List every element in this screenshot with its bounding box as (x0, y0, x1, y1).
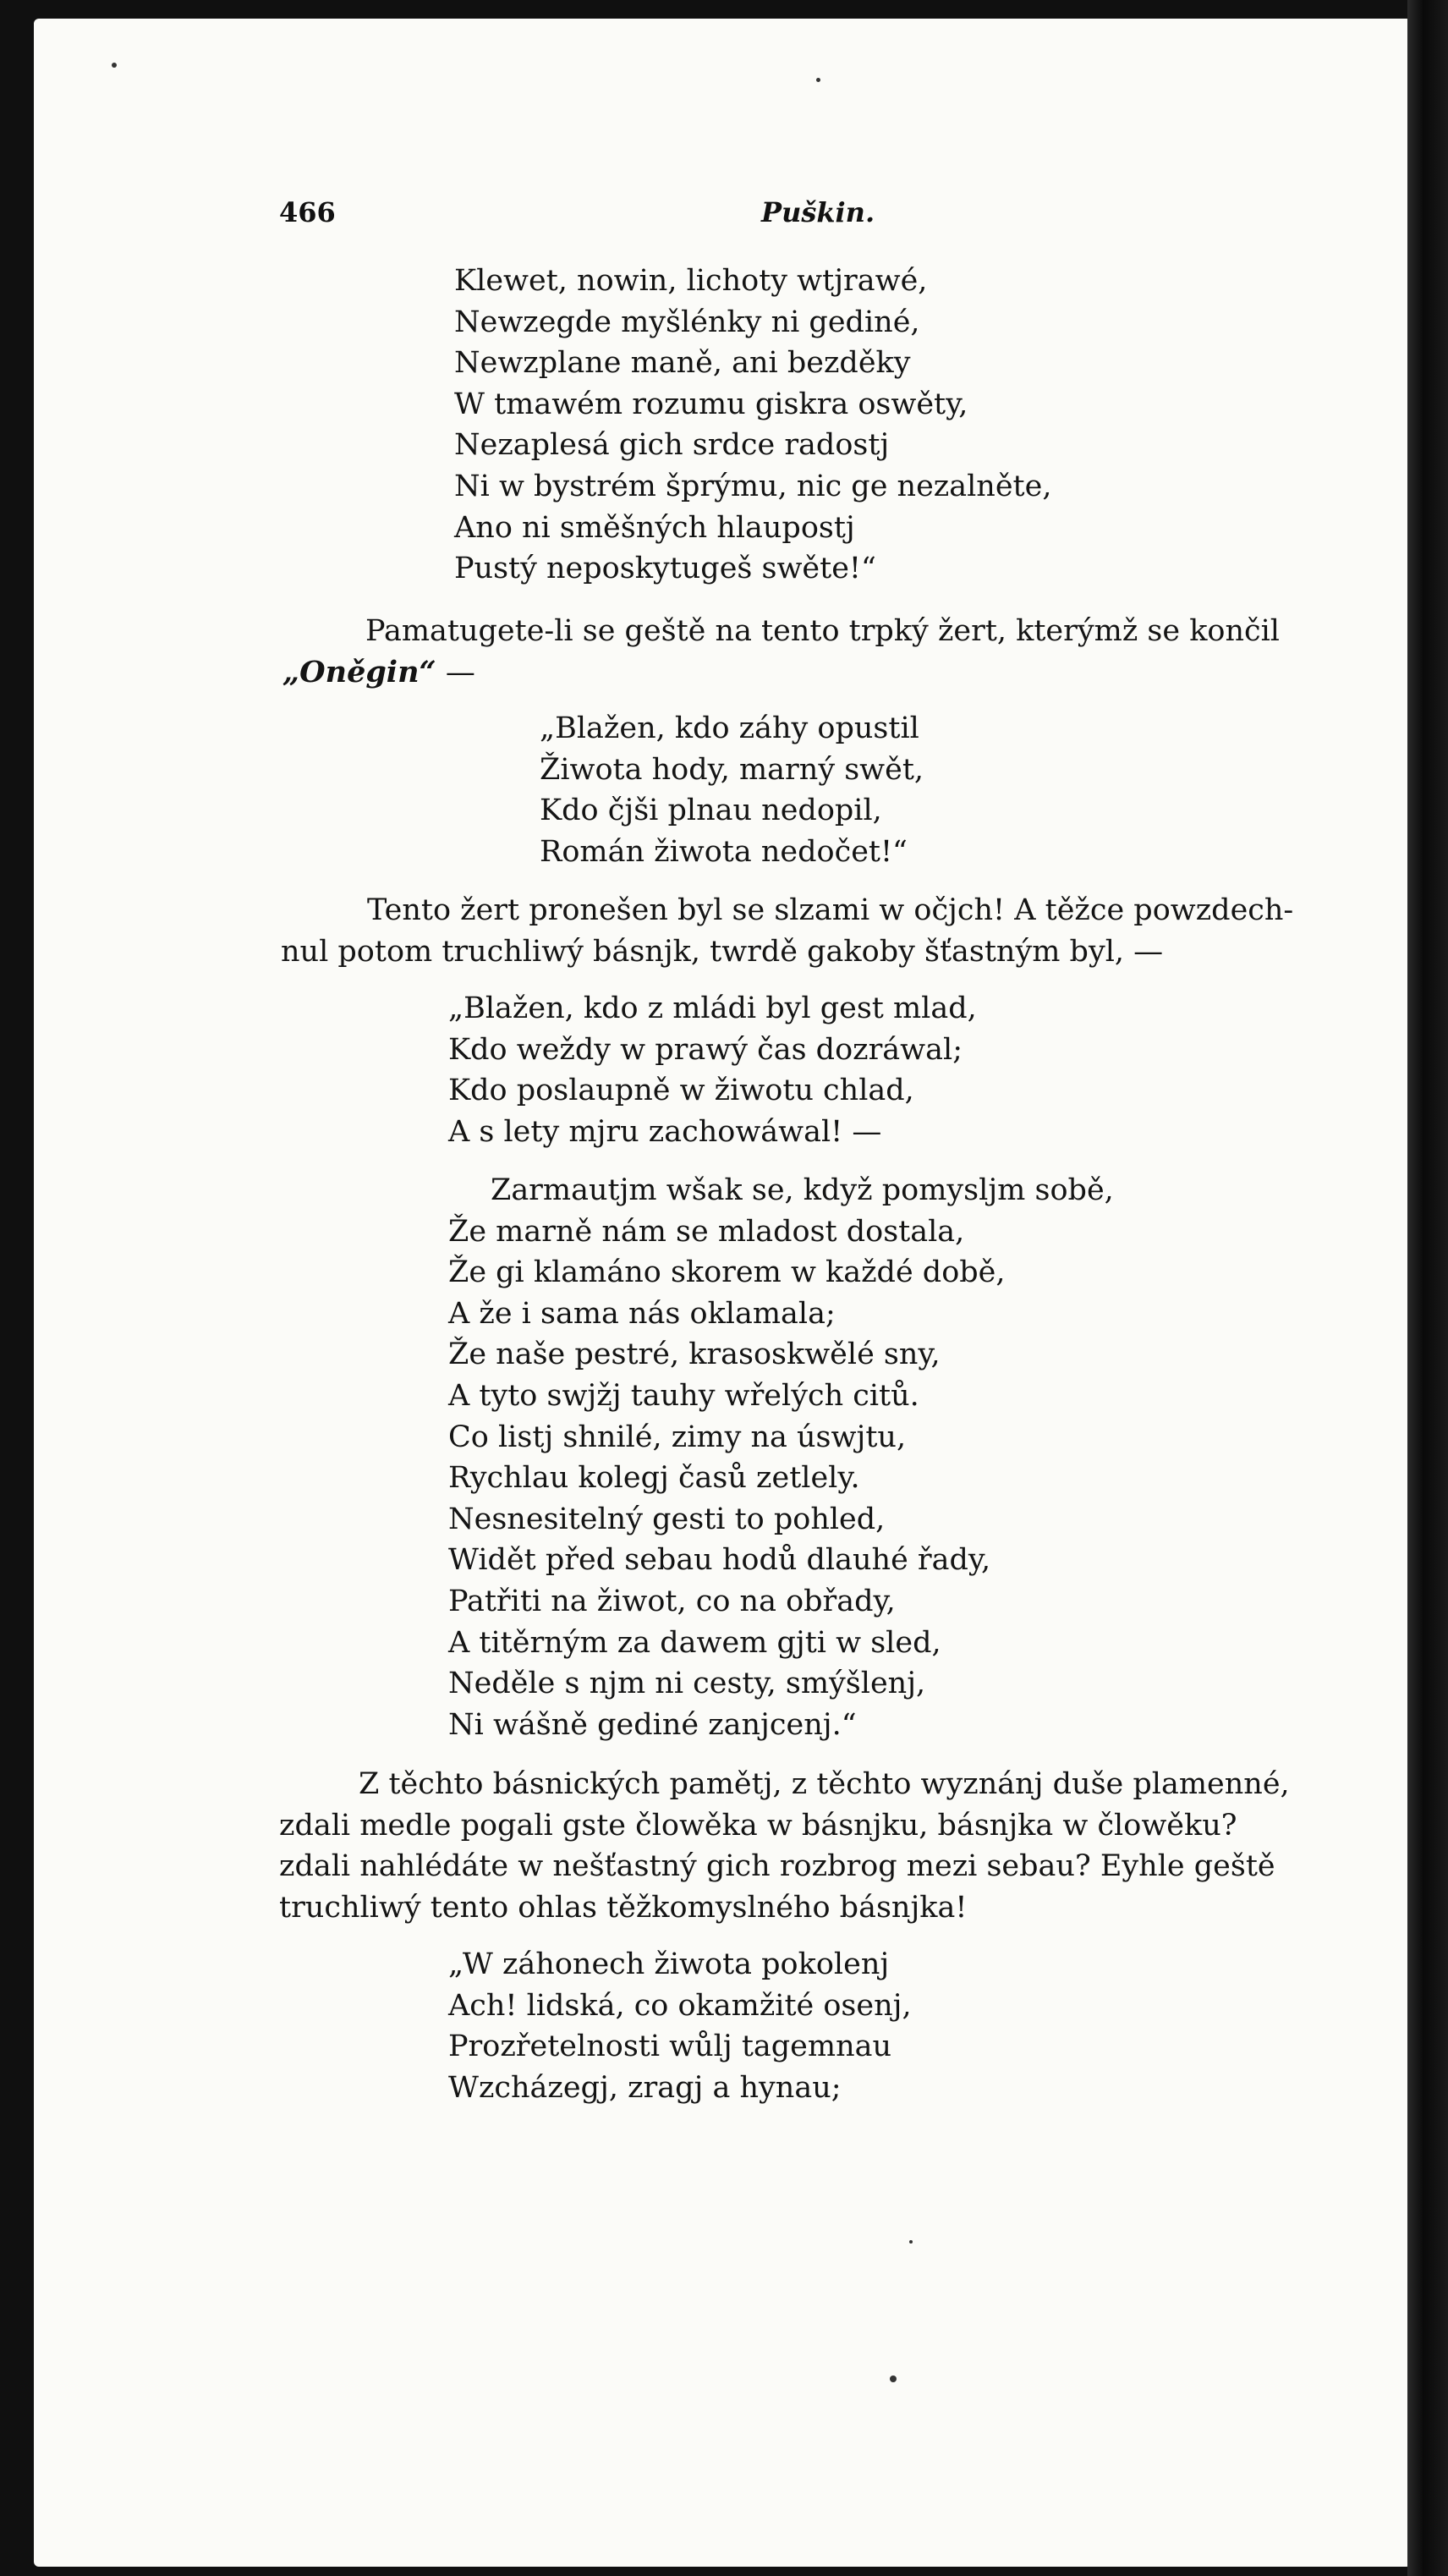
verse-line: A s lety mjru zachowáwal! — (448, 1114, 882, 1149)
verse-line: Že naše pestré, krasoskwělé sny, (448, 1337, 941, 1372)
verse-line: Nezaplesá gich srdce radostj (454, 428, 890, 463)
verse-block-3 (448, 988, 977, 1152)
scan-speck (112, 63, 117, 68)
verse-line: Klewet, nowin, lichoty wtjrawé, (454, 264, 928, 298)
verse-line: W tmawém rozumu giskra oswěty, (454, 387, 968, 421)
verse-block-2 (540, 708, 924, 872)
scan-speck (909, 2240, 913, 2244)
verse-line: Prozřetelnosti wůlj tagemnau (448, 2029, 892, 2064)
verse-line: Kdo poslaupně w žiwotu chlad, (448, 1074, 914, 1108)
prose-line: nul potom truchliwý básnjk, twrdě gakoby šťastným byl, — (281, 934, 1164, 969)
verse-line: Co listj shnilé, zimy na úswjtu, (448, 1420, 907, 1454)
scan-speck (816, 78, 820, 82)
verse-line: Widět před sebau hodů dlauhé řady, (448, 1543, 991, 1578)
verse-block-4 (448, 1170, 1114, 1745)
verse-line: Kdo čjši plnau nedopil, (540, 794, 882, 828)
verse-line: Pustý neposkytugeš swěte!“ (454, 552, 876, 586)
verse-line: Patřiti na žiwot, co na obřady, (448, 1584, 896, 1618)
prose-line (282, 652, 1323, 694)
verse-line: A že i sama nás oklamala; (448, 1296, 836, 1331)
verse-line: A tyto swjžj tauhy wřelých citů. (448, 1378, 919, 1413)
verse-line: Kdo weždy w prawý čas dozráwal; (448, 1032, 963, 1067)
verse-line: Že marně nám se mladost dostala, (448, 1214, 965, 1249)
verse-line: Ach! lidská, co okamžité osenj, (448, 1988, 912, 2023)
prose-paragraph-2 (281, 890, 1330, 972)
prose-line: zdali medle pogali gste člowěka w básnjku, básnjka w člowěku? (279, 1808, 1237, 1843)
verse-line: Newzplane maně, ani bezděky (454, 346, 911, 381)
scan-speck (890, 2376, 897, 2382)
verse-line: Newzegde myšlénky ni gediné, (454, 305, 920, 339)
verse-line: Wzcházegj, zragj a hynau; (448, 2070, 842, 2105)
page-header (279, 196, 875, 247)
verse-line: Nesnesitelný gesti to pohled, (448, 1502, 886, 1536)
verse-line: Zarmautjm wšak se, když pomyslјm sobě, (491, 1173, 1114, 1207)
prose-line: Pamatugete-li se geště na tento trpký žert, kterýmž se končil (365, 614, 1281, 648)
verse-line: A titěrným za dawem gjti w sled, (448, 1625, 941, 1660)
prose-line: Tento žert pronešen byl se slzami w očjch! A těžce powzdech- (367, 893, 1294, 927)
page-number: 466 (279, 196, 336, 228)
verse-line: Román žiwota nedočet!“ (540, 834, 908, 869)
verse-line: „W záhonech žiwota pokolenj (448, 1947, 890, 1981)
verse-line: Ni w bystrém šprýmu, nic ge nezalněte, (454, 469, 1052, 503)
verse-line: Ano ni směšných hlaupostj (454, 510, 855, 545)
verse-line: „Blažen, kdo záhy opustil (540, 711, 919, 745)
prose-line: zdali nahlédáte w nešťastný gich rozbrog mezi sebau? Eyhle geště (279, 1849, 1275, 1884)
verse-line: Ni wášně gediné zanjcenj.“ (448, 1707, 857, 1742)
verse-line: Žiwota hody, marný swět, (540, 752, 924, 787)
prose-paragraph-1 (282, 611, 1323, 693)
running-head: Puškin. (761, 196, 875, 228)
verse-block-1 (454, 261, 1051, 590)
verse-line: Že gi klamáno skorem w každé době, (448, 1255, 1006, 1290)
prose-line: Z těchto básnických pamětj, z těchto wyznánj duše plamenné, (359, 1767, 1290, 1801)
verse-block-5 (448, 1944, 912, 2108)
verse-line: Rychlau kolegj časů zetlely. (448, 1461, 860, 1496)
prose-line: truchliwý tento ohlas těžkomyslného básnjka! (279, 1890, 968, 1925)
work-title: „Oněgin“ (282, 654, 436, 689)
verse-line: „Blažen, kdo z mládi byl gest mlad, (448, 991, 977, 1025)
book-binding-edge (1407, 0, 1448, 2576)
verse-line: Neděle s njm ni cesty, smýšlenj, (448, 1667, 926, 1701)
dash: — (436, 655, 475, 689)
prose-paragraph-3 (279, 1764, 1328, 1928)
